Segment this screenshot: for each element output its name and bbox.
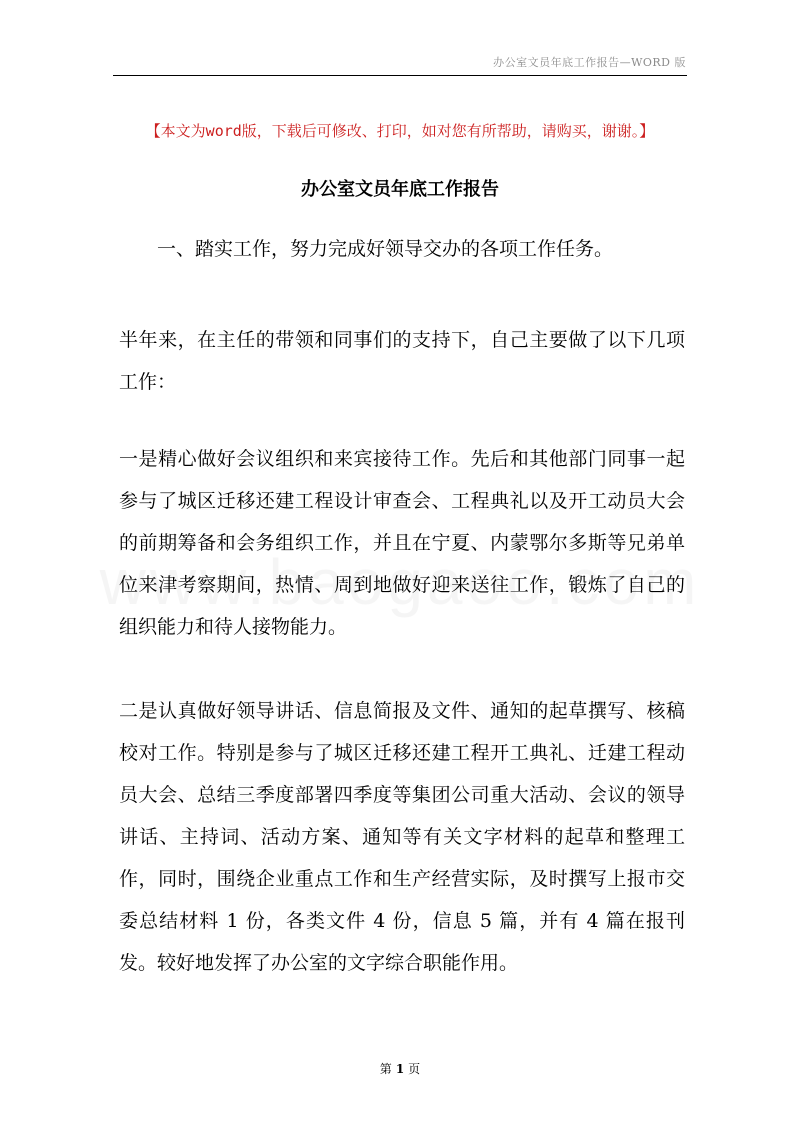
document-title: 办公室文员年底工作报告 (301, 179, 499, 200)
page-number: 1 (395, 1062, 405, 1076)
footer-prefix: 第 (379, 1062, 392, 1076)
footer-suffix: 页 (408, 1062, 421, 1076)
header-divider (113, 75, 687, 76)
paragraph: 二是认真做好领导讲话、信息简报及文件、通知的起草撰写、核稿校对工作。特别是参与了城区迁移还建工程开工典礼、迁建工程动员大会、总结三季度部署四季度等集团公司重大活动、会议的领导讲话、主持词、活动方案、通知等有关文字材料的起草和整理工作，同时，围绕企业重点工作和生产经营实际，及时撰写上报市交委总结材料 1 份，各类文件 4 份，信息 5 篇，并有 4 篇在报刊发。较好地发挥了办公室的文字综合职能作用。 (119, 700, 685, 974)
section-heading: 一、踏实工作，努力完成好领导交办的各项工作任务。 (157, 238, 614, 260)
purchase-notice: 【本文为word版，下载后可修改、打印，如对您有所帮助，请购买，谢谢。】 (145, 122, 655, 140)
page-footer (0, 1060, 800, 1077)
paragraph: 半年来，在主任的带领和同事们的支持下，自己主要做了以下几项工作： (119, 329, 685, 393)
paragraph: 一是精心做好会议组织和来宾接待工作。先后和其他部门同事一起参与了城区迁移还建工程设计审查会、工程典礼以及开工动员大会的前期筹备和会务组织工作，并且在宁夏、内蒙鄂尔多斯等兄弟单位来津考察期间，热情、周到地做好迎来送往工作，锻炼了自己的组织能力和待人接物能力。 (119, 448, 685, 638)
running-header: 办公室文员年底工作报告—WORD 版 (493, 56, 686, 69)
